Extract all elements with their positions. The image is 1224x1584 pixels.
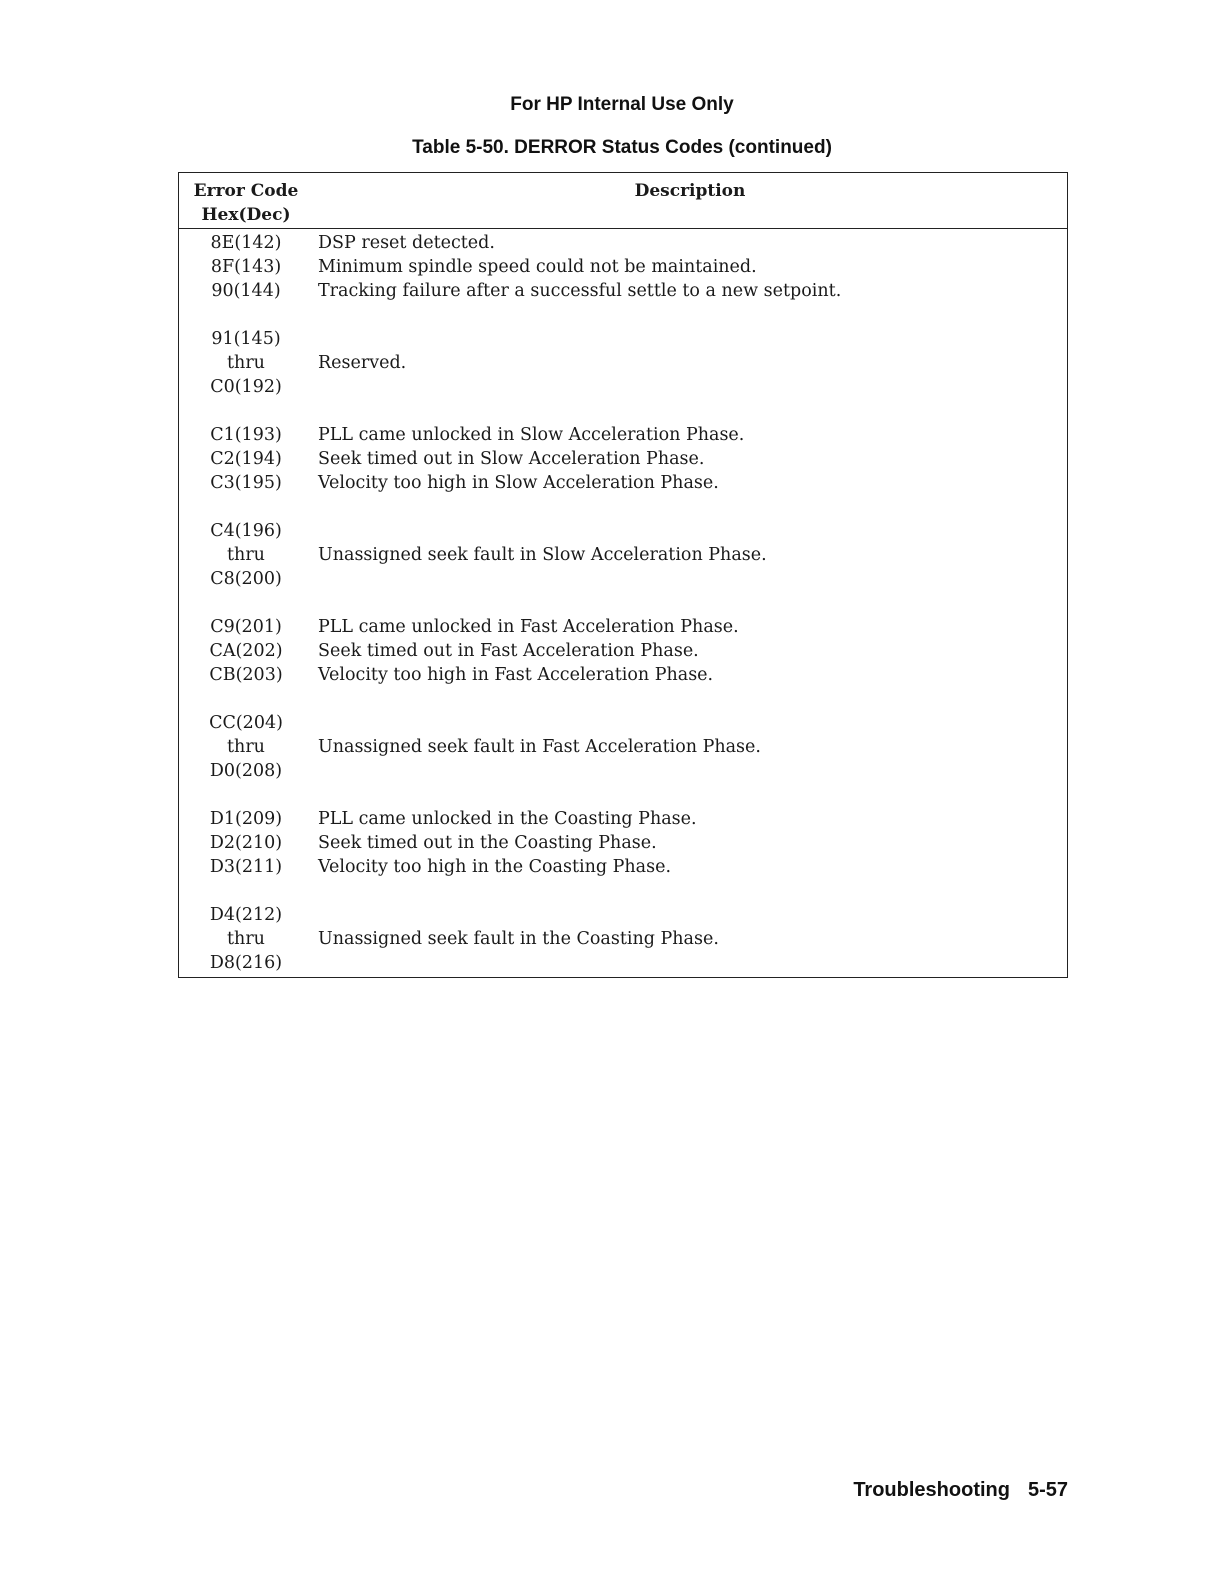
table-row <box>179 279 1067 303</box>
error-description: Minimum spindle speed could not be maintained. <box>318 257 757 277</box>
error-code: thru <box>227 929 265 949</box>
error-code: D1(209) <box>209 809 283 829</box>
error-code: D3(211) <box>209 857 283 877</box>
error-description: Seek timed out in the Coasting Phase. <box>318 833 657 853</box>
table-row <box>179 663 1067 687</box>
table-row <box>179 471 1067 495</box>
table-row <box>179 615 1067 639</box>
error-code: thru <box>227 545 265 565</box>
error-description: DSP reset detected. <box>318 233 495 253</box>
table-row <box>179 903 1067 975</box>
error-description: Unassigned seek fault in Fast Acceleration Phase. <box>318 737 761 757</box>
error-code-table <box>178 172 1068 978</box>
error-code: CA(202) <box>209 641 283 661</box>
table-row <box>179 519 1067 591</box>
column-header-error-code <box>179 179 313 227</box>
column-header-line2: Hex(Dec) <box>201 205 291 225</box>
error-description: PLL came unlocked in the Coasting Phase. <box>318 809 697 829</box>
error-description: Reserved. <box>318 353 407 373</box>
table-row <box>179 807 1067 831</box>
error-code: C0(192) <box>210 377 282 397</box>
footer-section-title: Troubleshooting <box>853 1479 1010 1501</box>
error-code: C3(195) <box>210 473 282 493</box>
column-header-line1: Error Code <box>193 181 299 201</box>
error-code: thru <box>227 737 265 757</box>
table-caption: Table 5-50. DERROR Status Codes (continued) <box>412 137 832 158</box>
error-code: D8(216) <box>209 953 283 973</box>
error-code: 8E(142) <box>210 233 282 253</box>
error-code: D0(208) <box>209 761 283 781</box>
error-description: Velocity too high in Fast Acceleration Phase. <box>318 665 714 685</box>
error-description: Tracking failure after a successful settle to a new setpoint. <box>318 281 842 301</box>
table-row <box>179 255 1067 279</box>
page-footer <box>853 1479 1068 1502</box>
error-description: PLL came unlocked in Slow Acceleration Phase. <box>318 425 745 445</box>
table-row <box>179 447 1067 471</box>
table-row <box>179 711 1067 783</box>
table-header <box>179 173 1067 229</box>
table-row <box>179 423 1067 447</box>
error-code: 91(145) <box>211 329 281 349</box>
error-description: Seek timed out in Fast Acceleration Phase. <box>318 641 699 661</box>
error-description: Velocity too high in the Coasting Phase. <box>318 857 672 877</box>
error-code: 8F(143) <box>210 257 282 277</box>
error-code: C1(193) <box>210 425 282 445</box>
error-description: Seek timed out in Slow Acceleration Phase. <box>318 449 705 469</box>
page-number: 5-57 <box>1027 1479 1068 1501</box>
error-code: C9(201) <box>210 617 282 637</box>
table-row <box>179 327 1067 399</box>
error-code: C4(196) <box>210 521 282 541</box>
error-description: PLL came unlocked in Fast Acceleration Phase. <box>318 617 739 637</box>
internal-use-notice: For HP Internal Use Only <box>510 94 734 115</box>
column-header-description: Description <box>634 181 746 201</box>
table-row <box>179 639 1067 663</box>
error-description: Unassigned seek fault in Slow Acceleration Phase. <box>318 545 767 565</box>
error-code: CB(203) <box>209 665 283 685</box>
error-code: D4(212) <box>209 905 283 925</box>
error-code: 90(144) <box>211 281 281 301</box>
error-description: Velocity too high in Slow Acceleration Phase. <box>318 473 719 493</box>
error-code: thru <box>227 353 265 373</box>
table-row <box>179 855 1067 879</box>
table-body <box>179 231 1067 975</box>
error-code: C2(194) <box>210 449 282 469</box>
error-description: Unassigned seek fault in the Coasting Phase. <box>318 929 719 949</box>
error-code: D2(210) <box>209 833 283 853</box>
error-code: CC(204) <box>209 713 283 733</box>
table-row <box>179 231 1067 255</box>
error-code: C8(200) <box>210 569 282 589</box>
table-row <box>179 831 1067 855</box>
